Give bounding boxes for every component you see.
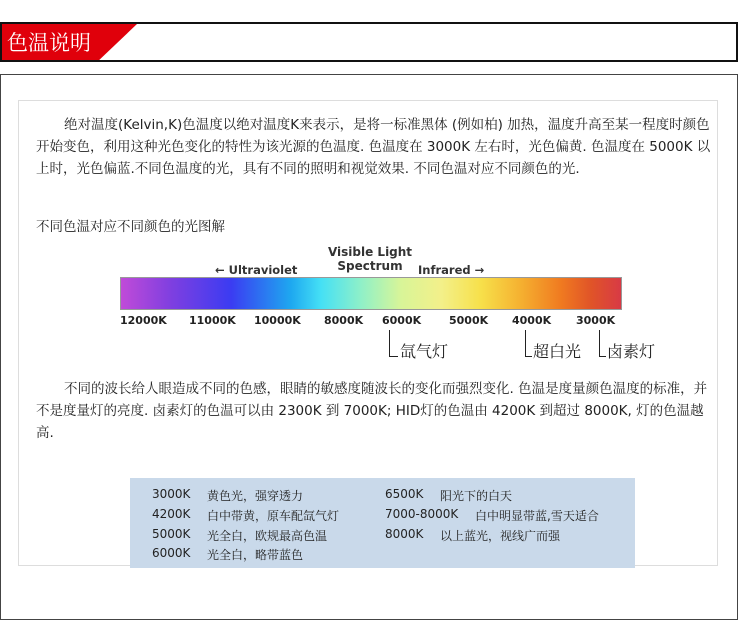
table-row-k: 3000K bbox=[152, 487, 191, 501]
tick-label: 8000K bbox=[324, 314, 364, 327]
callout-halogen: 卤素灯 bbox=[607, 342, 656, 361]
intro-paragraph: 绝对温度(Kelvin,K)色温度以绝对温度K来表示，是将一标准黑体 (例如柏) 加热，温度升高至某一程度时颜色开始变色，利用这种光色变化的特性为该光源的色温度. 色温度在 3000K 左右时，光色偏黄. 色温度在 5000K 以上时，光色偏蓝.不同色温度的光，具有不同的照明和视觉效果. 不同色温对应不同颜色的光. bbox=[36, 117, 711, 177]
tick-label: 3000K bbox=[576, 314, 616, 327]
body-paragraph: 不同的波长给人眼造成不同的色感，眼睛的敏感度随波长的变化而强烈变化. 色温是度量颜色温度的标准，并不是度量灯的亮度. 卤素灯的色温可以由 2300K 到 7000K; HID灯的色温由 4200K 到超过 8000K, 灯的色温越高. bbox=[36, 381, 708, 441]
table-row-k: 5000K bbox=[152, 527, 191, 541]
tick-label: 11000K bbox=[189, 314, 236, 327]
tick-label: 5000K bbox=[449, 314, 489, 327]
tick-label: 4000K bbox=[512, 314, 552, 327]
infrared-label: Infrared → bbox=[418, 263, 485, 277]
table-row-desc: 光全白，欧规最高色温 bbox=[207, 529, 328, 543]
callout-line-xenon bbox=[389, 330, 398, 357]
table-row-desc: 阳光下的白天 bbox=[440, 489, 513, 503]
table-row-desc: 光全白，略带蓝色 bbox=[207, 548, 304, 562]
table-row-k: 4200K bbox=[152, 507, 191, 521]
callout-line-halogen bbox=[599, 330, 606, 357]
table-row-k: 7000-8000K bbox=[385, 507, 459, 521]
ultraviolet-label: ← Ultraviolet bbox=[215, 263, 298, 277]
table-row-k: 6500K bbox=[385, 487, 424, 501]
callout-superwhite: 超白光 bbox=[533, 342, 582, 361]
table-row-desc: 以上蓝光，视线广而强 bbox=[440, 529, 561, 543]
page-title: 色温说明 bbox=[7, 31, 91, 55]
tick-label: 12000K bbox=[120, 314, 167, 327]
spectrum-title: Visible Light Spectrum bbox=[327, 245, 413, 273]
callout-line-superwhite bbox=[525, 330, 532, 357]
table-row-desc: 黄色光，强穿透力 bbox=[207, 489, 304, 503]
spectrum-ticks bbox=[112, 314, 632, 328]
callout-xenon: 氙气灯 bbox=[400, 342, 449, 361]
section-header bbox=[0, 22, 738, 62]
table-row-k: 6000K bbox=[152, 546, 191, 560]
color-temp-table bbox=[130, 478, 635, 568]
table-row-desc: 白中带黄，原车配氙气灯 bbox=[207, 509, 340, 523]
spectrum-bar bbox=[120, 277, 622, 310]
table-row-desc: 白中明显带蓝,雪天适合 bbox=[475, 509, 599, 523]
diagram-heading: 不同色温对应不同颜色的光图解 bbox=[36, 219, 225, 235]
tick-label: 6000K bbox=[382, 314, 422, 327]
tick-label: 10000K bbox=[254, 314, 301, 327]
table-row-k: 8000K bbox=[385, 527, 424, 541]
